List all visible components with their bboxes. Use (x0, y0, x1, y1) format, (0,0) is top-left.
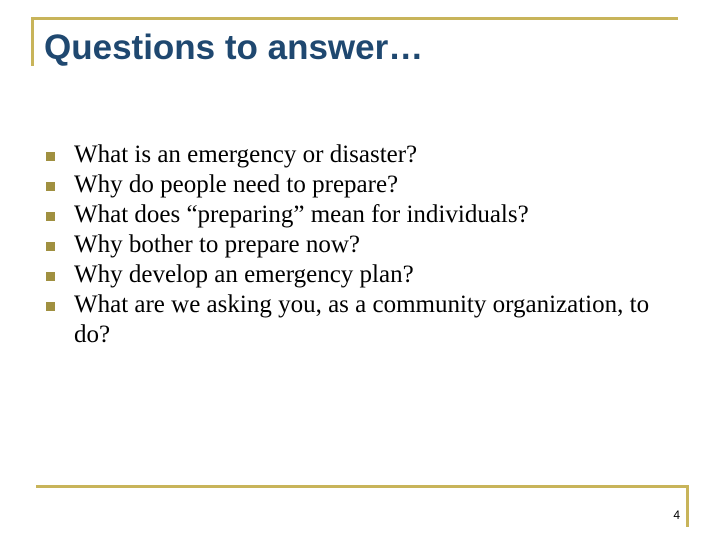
page-number: 4 (673, 508, 680, 522)
bullet-text: Why develop an emergency plan? (74, 261, 414, 288)
bullet-item (44, 200, 664, 230)
top-frame-line (31, 17, 678, 20)
bottom-frame-line (36, 485, 686, 488)
bullet-list (44, 140, 664, 350)
slide-title: Questions to answer… (44, 28, 424, 67)
left-frame-line (31, 17, 34, 66)
bullet-item (44, 140, 664, 170)
square-bullet-icon (46, 182, 55, 191)
right-frame-line (686, 485, 689, 527)
square-bullet-icon (46, 152, 55, 161)
bullet-text: What does “preparing” mean for individuals? (74, 201, 529, 228)
bullet-item (44, 260, 664, 290)
bullet-item (44, 230, 664, 260)
bullet-text: Why do people need to prepare? (74, 171, 399, 198)
bullet-item (44, 170, 664, 200)
square-bullet-icon (46, 242, 55, 251)
bullet-text: What is an emergency or disaster? (74, 141, 418, 168)
bullet-item (44, 290, 664, 350)
bullet-text: Why bother to prepare now? (74, 231, 360, 258)
bullet-text: What are we asking you, as a community organization, to do? (74, 291, 650, 348)
square-bullet-icon (46, 212, 55, 221)
square-bullet-icon (46, 302, 55, 311)
square-bullet-icon (46, 272, 55, 281)
